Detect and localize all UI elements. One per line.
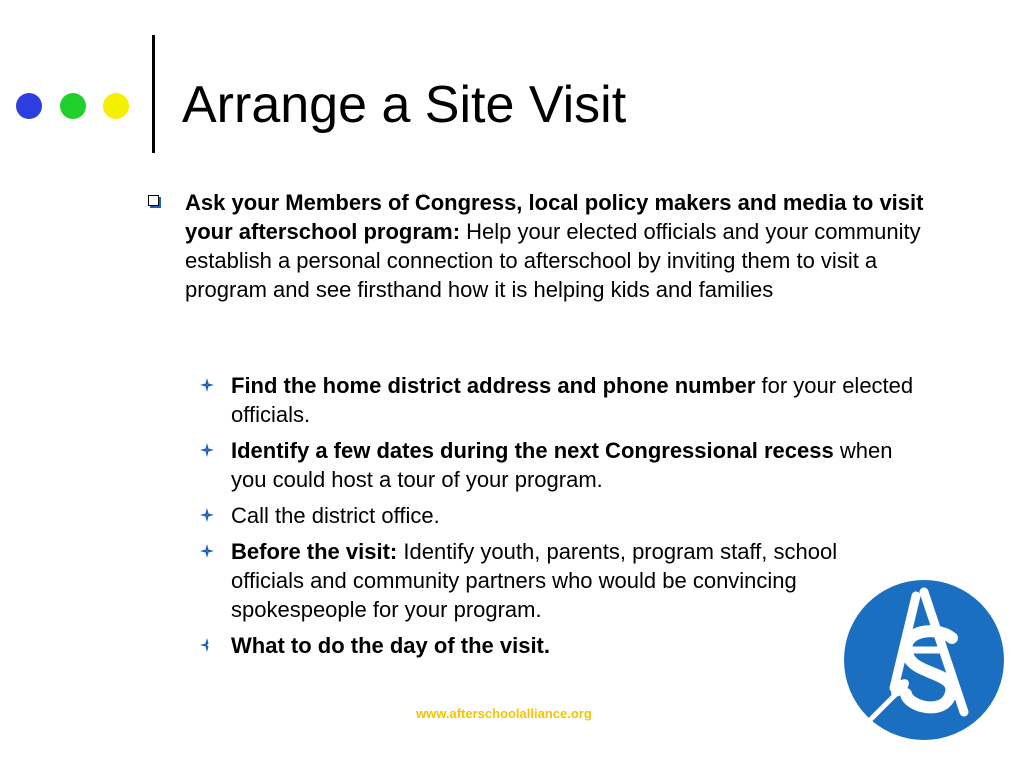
sub-bullet-text: for your elected officials. bbox=[231, 373, 914, 427]
sub-bullet-item bbox=[196, 436, 916, 494]
decorative-dot-yellow bbox=[103, 93, 129, 119]
main-bullet-text bbox=[185, 188, 938, 304]
main-bullet bbox=[148, 188, 938, 304]
sub-bullet-item bbox=[196, 631, 916, 660]
diamond-bullet-icon bbox=[200, 544, 214, 558]
decorative-dot-green bbox=[60, 93, 86, 119]
diamond-bullet-icon bbox=[200, 443, 214, 457]
diamond-bullet-icon bbox=[200, 378, 214, 392]
slide-title: Arrange a Site Visit bbox=[182, 76, 627, 134]
afterschool-alliance-logo bbox=[842, 578, 1006, 742]
sub-bullet-text: Identify youth, parents, program staff, school officials and community partners who would be convincing spokespeople for your program. bbox=[231, 539, 838, 622]
sub-bullet-item bbox=[196, 371, 916, 429]
sub-bullet-bold: Find the home district address and phone number bbox=[231, 373, 756, 398]
sub-bullet-list bbox=[196, 371, 916, 667]
title-divider bbox=[152, 35, 155, 153]
sub-bullet-bold: What to do the day of the visit. bbox=[231, 633, 550, 658]
diamond-bullet-icon bbox=[200, 638, 214, 652]
sub-bullet-text: when you could host a tour of your program. bbox=[231, 438, 893, 492]
sub-bullet-text: Call the district office. bbox=[231, 503, 440, 528]
decorative-dot-blue bbox=[16, 93, 42, 119]
sub-bullet-item bbox=[196, 501, 916, 530]
sub-bullet-bold: Before the visit: bbox=[231, 539, 398, 564]
diamond-bullet-icon bbox=[200, 508, 214, 522]
sub-bullet-bold: Identify a few dates during the next Congressional recess bbox=[231, 438, 834, 463]
footer-url: www.afterschoolalliance.org bbox=[416, 706, 592, 721]
main-bullet-bold: Ask your Members of Congress, local policy makers and media to visit your afterschool program: bbox=[185, 190, 924, 244]
sub-bullet-item bbox=[196, 537, 916, 624]
main-bullet-body: Help your elected officials and your community establish a personal connection to afterschool by inviting them to visit a program and see firsthand how it is helping kids and families bbox=[185, 219, 921, 302]
square-bullet-icon bbox=[148, 195, 159, 206]
